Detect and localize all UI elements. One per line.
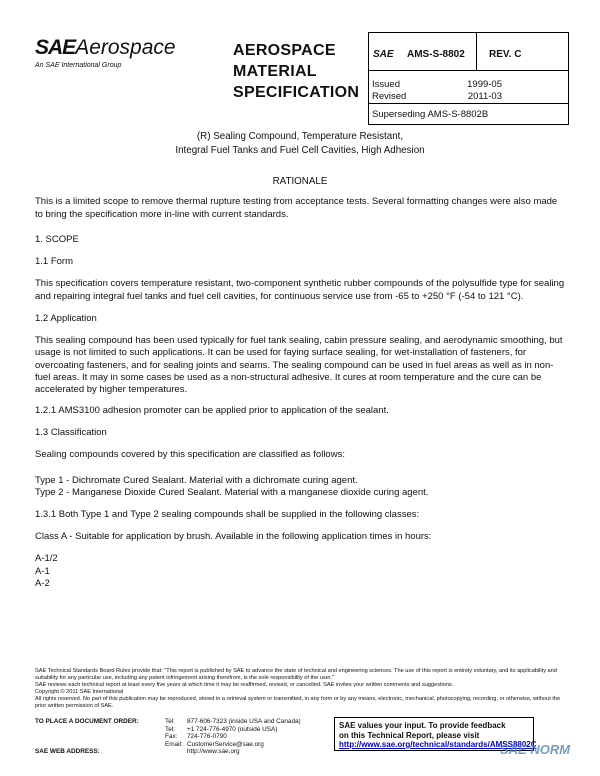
list-item: A-1/2: [35, 553, 58, 564]
rights-text: All rights reserved. No part of this publication may be reproduced, stored in a retrieval system or transmitted, in any form or by any means, electronic, mechanical, photocopying, recording, or otherwise, without the prior written permission of SAE.: [35, 696, 561, 709]
review-text: SAE reviews each technical report at least every five years at which time it may be reaffirmed, revised, or cancelled. SAE invites your written comments and suggestions.: [35, 682, 454, 688]
copyright-text: Copyright © 2011 SAE International: [35, 689, 124, 695]
header-divider: [368, 124, 569, 125]
logo-tagline: An SAE International Group: [35, 62, 122, 69]
feedback-line: on this Technical Report, please visit: [339, 730, 480, 740]
form-paragraph: This specification covers temperature resistant, two-component synthetic rubber compounds of the polysulfide type for sealing and repairing integral fuel tanks and fuel cell cavities, for continuous service use from -65 to +250 °F (-54 to 121 °C).: [35, 278, 565, 302]
classes-paragraph: 1.3.1 Both Type 1 and Type 2 sealing compounds shall be supplied in the following classes:: [35, 509, 420, 520]
contact-row: [35, 748, 301, 756]
sae-mini-logo: SAE: [373, 49, 394, 60]
feedback-link[interactable]: http://www.sae.org/technical/standards/AMSS8802C: [339, 740, 537, 749]
tel2-label: Tel:: [165, 725, 175, 733]
classification-heading: 1.3 Classification: [35, 427, 107, 438]
fax-label: Fax:: [165, 733, 178, 741]
logo-brand: SAE: [35, 36, 76, 59]
header-divider: [368, 32, 369, 125]
logo-name: Aerospace: [75, 36, 176, 59]
dates-block: [372, 79, 502, 103]
issued-row: [372, 79, 502, 91]
email-label: Email:: [165, 740, 183, 748]
application-heading: 1.2 Application: [35, 313, 97, 324]
issued-value: 1999-05: [467, 79, 502, 90]
rationale-heading: RATIONALE: [272, 176, 328, 187]
tel-value: 877-606-7323 (inside USA and Canada): [187, 718, 301, 725]
document-title: [0, 130, 600, 158]
rules-text: SAE Technical Standards Board Rules provide that: "This report is published by SAE to advance the state of technical and engineering sciences. The use of this report is entirely voluntary, and its applicability and suitability for any particular use, including any patent infringement arising therefrom, is the sole responsibility of the user.": [35, 668, 557, 681]
header-divider: [368, 103, 569, 104]
type-2-line: Type 2 - Manganese Dioxide Cured Sealant. Material with a manganese dioxide curing agent.: [35, 487, 429, 498]
classification-paragraph: Sealing compounds covered by this specification are classified as follows:: [35, 449, 345, 460]
title-line: MATERIAL: [233, 63, 317, 80]
tel2-value: +1 724-776-4970 (outside USA): [187, 725, 278, 733]
application-time-list: [35, 553, 565, 591]
feedback-line: SAE values your input. To provide feedback: [339, 721, 506, 730]
revised-value: 2011-03: [467, 91, 502, 102]
order-label: TO PLACE A DOCUMENT ORDER:: [35, 718, 139, 725]
doc-number: AMS-S-8802: [407, 49, 465, 60]
revised-row: [372, 91, 502, 103]
fax-value: 724-776-0790: [187, 733, 227, 741]
sae-aerospace-logo: [35, 36, 225, 76]
list-item: A-1: [35, 565, 50, 577]
contact-row: [35, 726, 301, 734]
application-paragraph: This sealing compound has been used typically for fuel tank sealing, cabin pressure sealing, and aerodynamic smoothing, but usage is not limited to such applications. It can be used for faying surface sealing, for wet-installation of fasteners, for overcoating fasteners, and for sealing joints and seams. The sealing compound can be used in fuel areas as well as in non-fuel areas. It may in some cases be used as a non-structural adhesive. It cures at room temperature and the cure can be accelerated by higher temperatures.: [35, 335, 563, 396]
class-a-paragraph: Class A - Suitable for application by brush. Available in the following application times in hours:: [35, 531, 432, 542]
contact-block: [35, 718, 301, 756]
contact-row: [35, 733, 301, 741]
revision-label: REV. C: [489, 49, 522, 60]
header-divider: [368, 32, 569, 33]
ams3100-paragraph: 1.2.1 AMS3100 adhesion promoter can be applied prior to application of the sealant.: [35, 405, 389, 416]
document-title-line: Integral Fuel Tanks and Fuel Cell Cavities, High Adhesion: [175, 145, 425, 156]
footer-notice: [35, 668, 565, 710]
revised-label: Revised: [372, 91, 407, 102]
tel-label: Tel:: [165, 718, 175, 725]
rationale-paragraph: This is a limited scope to remove thermal rupture testing from acceptance tests. Several formatting changes were also made to bring the specification more in-line with current standards.: [35, 196, 558, 220]
contact-row: [35, 718, 301, 726]
email-value[interactable]: CustomerService@sae.org: [187, 740, 264, 748]
scope-heading: 1. SCOPE: [35, 234, 79, 245]
superseding-text: Superseding AMS-S-8802B: [372, 109, 489, 120]
list-item: A-2: [35, 578, 50, 589]
title-line: AEROSPACE: [233, 42, 336, 59]
contact-row: [35, 741, 301, 749]
title-line: SPECIFICATION: [233, 84, 360, 101]
watermark-stamp: SAE NORM: [500, 742, 571, 757]
web-link[interactable]: http://www.sae.org: [187, 748, 240, 756]
header-divider: [476, 32, 477, 70]
header-divider: [568, 32, 569, 125]
issued-label: Issued: [372, 79, 400, 90]
header-divider: [368, 70, 569, 71]
header-block: [31, 32, 569, 125]
type-1-line: Type 1 - Dichromate Cured Sealant. Material with a dichromate curing agent.: [35, 475, 358, 486]
document-title-line: (R) Sealing Compound, Temperature Resistant,: [196, 131, 404, 142]
web-label: SAE WEB ADDRESS:: [35, 748, 100, 756]
form-heading: 1.1 Form: [35, 256, 74, 267]
contact-table: [35, 718, 301, 756]
spec-type-title: [233, 40, 393, 103]
